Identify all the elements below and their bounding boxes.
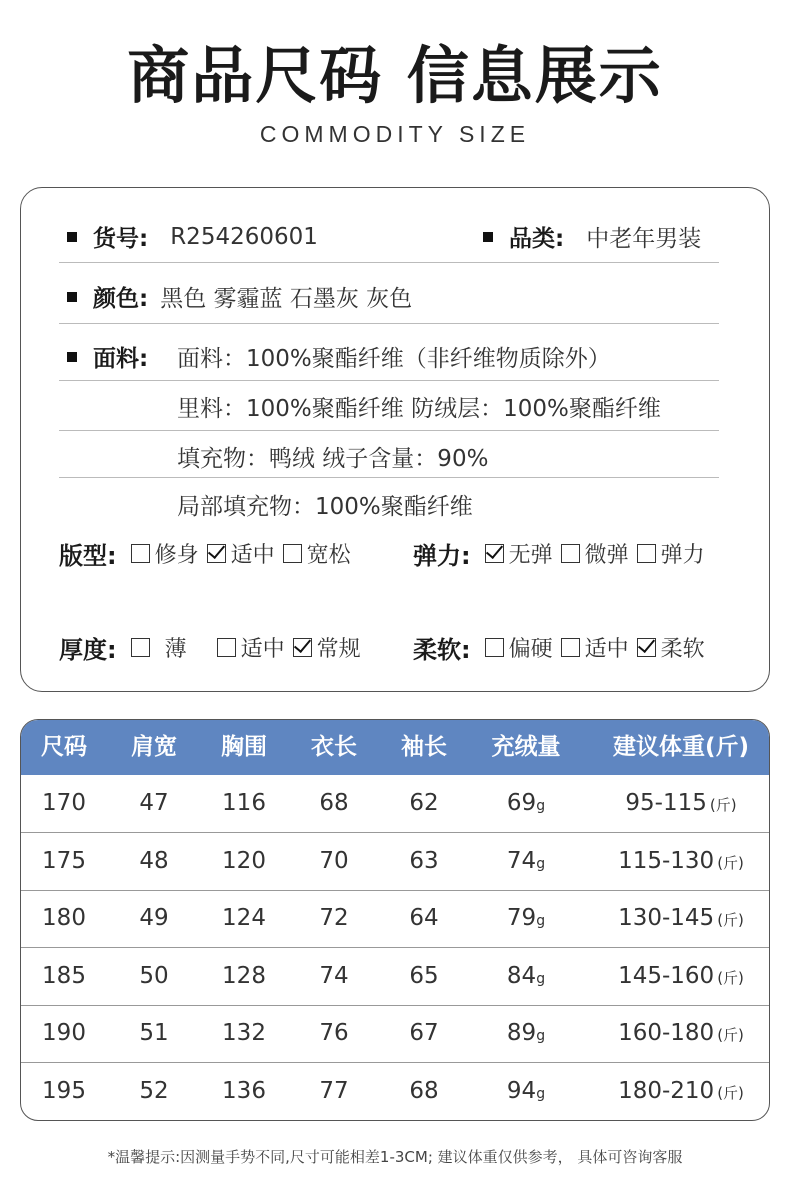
cell-weight (591, 1063, 770, 1120)
header-chest: 胸围 (221, 734, 267, 760)
bullet-icon (67, 232, 77, 242)
cell-down-fill (469, 1063, 583, 1120)
fit-attribute (59, 536, 351, 571)
weight-value: 95-115 (625, 790, 707, 816)
color-label: 颜色: (93, 286, 149, 312)
bullet-icon (483, 232, 493, 242)
thickness-attribute (59, 630, 361, 665)
cell-length: 68 (319, 790, 349, 816)
bullet-icon (67, 292, 77, 302)
cell-down-fill (469, 1005, 583, 1062)
cell-chest: 120 (222, 847, 266, 874)
softness-label: 柔软: (413, 636, 471, 664)
cell-sleeve: 68 (409, 1077, 439, 1104)
cell-size: 170 (42, 790, 86, 816)
softness-attribute (413, 630, 705, 665)
down-unit: g (536, 970, 546, 987)
cell-sleeve: 67 (409, 1020, 439, 1046)
cell-down-fill (469, 890, 583, 947)
cell-shoulder: 50 (139, 962, 169, 989)
header-length: 衣长 (311, 734, 357, 760)
page-title: 商品尺码 信息展示 (127, 39, 663, 112)
cell-sleeve: 64 (409, 905, 439, 931)
fit-option: 适中 (230, 543, 275, 568)
color-values: 黑色 雾霾蓝 石墨灰 灰色 (160, 286, 413, 312)
weight-value: 115-130 (618, 847, 715, 874)
header-size: 尺码 (41, 734, 87, 760)
weight-value: 145-160 (618, 962, 715, 989)
thickness-option: 常规 (316, 637, 361, 662)
softness-checkbox-3[interactable] (637, 638, 656, 657)
weight-value: 130-145 (618, 905, 715, 931)
cell-length: 76 (319, 1020, 349, 1046)
cell-chest: 136 (222, 1077, 266, 1104)
weight-value: 180-210 (618, 1077, 715, 1104)
weight-unit: (斤) (717, 1026, 744, 1044)
cell-weight (591, 775, 770, 832)
down-value: 74 (506, 847, 537, 874)
cell-sleeve: 63 (409, 847, 439, 874)
fit-option: 修身 (154, 543, 199, 568)
fabric-row (67, 340, 170, 373)
cell-size: 195 (42, 1077, 86, 1104)
down-value: 79 (506, 905, 537, 931)
down-value: 94 (506, 1077, 537, 1104)
cell-weight (591, 833, 770, 890)
header-sleeve: 袖长 (401, 734, 447, 760)
cell-length: 77 (319, 1077, 349, 1104)
cell-shoulder: 48 (139, 847, 169, 874)
bullet-icon (67, 352, 77, 362)
table-row (21, 948, 770, 1006)
fit-checkbox-1[interactable] (131, 544, 150, 563)
cell-size: 185 (42, 962, 86, 989)
down-unit: g (536, 798, 546, 814)
elasticity-option: 无弹 (508, 543, 553, 568)
down-unit: g (536, 913, 546, 929)
fabric-line: 里料：100%聚酯纤维 防绒层：100%聚酯纤维 (177, 396, 661, 422)
down-value: 69 (506, 790, 537, 816)
category-label: 品类: (509, 226, 565, 252)
item-no-row (67, 220, 318, 253)
fit-checkbox-2[interactable] (207, 544, 226, 563)
divider (59, 477, 719, 478)
cell-chest: 124 (222, 905, 266, 931)
fabric-line: 填充物：鸭绒 绒子含量：90% (177, 446, 489, 472)
product-info-panel (20, 187, 770, 692)
header-shoulder: 肩宽 (131, 734, 177, 760)
elasticity-option: 弹力 (660, 543, 705, 568)
weight-unit: (斤) (717, 1083, 744, 1102)
thickness-checkbox-3[interactable] (293, 638, 312, 657)
cell-weight (591, 948, 770, 1005)
cell-down-fill (469, 948, 583, 1005)
cell-chest: 128 (222, 962, 266, 989)
divider (59, 430, 719, 431)
cell-weight (591, 1005, 770, 1062)
divider (59, 323, 719, 324)
color-row (67, 280, 412, 313)
thickness-label: 厚度: (59, 636, 117, 664)
table-row (21, 833, 770, 891)
down-value: 89 (506, 1020, 537, 1046)
weight-unit: (斤) (709, 796, 737, 814)
page-subtitle: COMMODITY SIZE (259, 121, 531, 147)
softness-option: 适中 (584, 637, 629, 662)
cell-size: 190 (42, 1020, 86, 1046)
cell-down-fill (469, 833, 583, 890)
weight-value: 160-180 (618, 1020, 715, 1046)
fabric-line: 面料：100%聚酯纤维（非纤维物质除外） (177, 346, 611, 372)
thickness-checkbox-2[interactable] (217, 638, 236, 657)
cell-size: 175 (42, 847, 86, 874)
weight-unit: (斤) (717, 853, 744, 872)
cell-sleeve: 62 (409, 790, 439, 816)
cell-shoulder: 51 (139, 1020, 169, 1046)
table-row (21, 1005, 770, 1063)
down-value: 84 (506, 962, 537, 989)
elasticity-checkbox-1[interactable] (485, 544, 504, 563)
table-row (21, 890, 770, 948)
weight-unit: (斤) (717, 911, 744, 929)
thickness-option: 薄 (164, 637, 187, 662)
fit-option: 宽松 (306, 543, 351, 568)
header-down-fill: 充绒量 (491, 734, 561, 760)
softness-option: 偏硬 (508, 637, 553, 662)
header-weight: 建议体重(斤) (612, 734, 750, 760)
cell-shoulder: 49 (139, 905, 169, 931)
size-table-header (21, 720, 770, 775)
softness-checkbox-1[interactable] (485, 638, 504, 657)
elasticity-label: 弹力: (413, 542, 471, 570)
elasticity-attribute (413, 536, 705, 571)
cell-chest: 116 (222, 790, 266, 816)
footer-note: *温馨提示:因测量手势不同,尺寸可能相差1-3CM; 建议体重仅供参考， 具体可咨询客服 (107, 1148, 683, 1166)
thickness-option: 适中 (240, 637, 285, 662)
cell-length: 70 (319, 847, 349, 874)
divider (59, 380, 719, 381)
fit-label: 版型: (59, 542, 117, 570)
elasticity-checkbox-2[interactable] (561, 544, 580, 563)
cell-length: 72 (319, 905, 349, 931)
category-value: 中老年男装 (586, 226, 702, 252)
table-row (21, 775, 770, 833)
cell-chest: 132 (222, 1020, 266, 1046)
softness-option: 柔软 (660, 637, 705, 662)
cell-size: 180 (42, 905, 86, 931)
weight-unit: (斤) (717, 968, 744, 987)
table-row (21, 1063, 770, 1120)
down-unit: g (536, 1085, 546, 1102)
fabric-line: 局部填充物：100%聚酯纤维 (177, 494, 473, 520)
elasticity-checkbox-3[interactable] (637, 544, 656, 563)
cell-shoulder: 52 (139, 1077, 169, 1104)
down-unit: g (536, 855, 546, 872)
cell-weight (591, 890, 770, 947)
cell-sleeve: 65 (409, 962, 439, 989)
cell-length: 74 (319, 962, 349, 989)
divider (59, 262, 719, 263)
cell-shoulder: 47 (139, 790, 169, 816)
size-table (20, 719, 770, 1121)
down-unit: g (536, 1028, 546, 1044)
category-row (483, 220, 701, 253)
fabric-label: 面料: (93, 346, 149, 372)
elasticity-option: 微弹 (584, 543, 629, 568)
thickness-checkbox-1[interactable] (131, 638, 150, 657)
item-no-value: R254260601 (170, 223, 318, 250)
fit-checkbox-3[interactable] (283, 544, 302, 563)
item-no-label: 货号: (93, 226, 149, 252)
softness-checkbox-2[interactable] (561, 638, 580, 657)
cell-down-fill (469, 775, 583, 832)
